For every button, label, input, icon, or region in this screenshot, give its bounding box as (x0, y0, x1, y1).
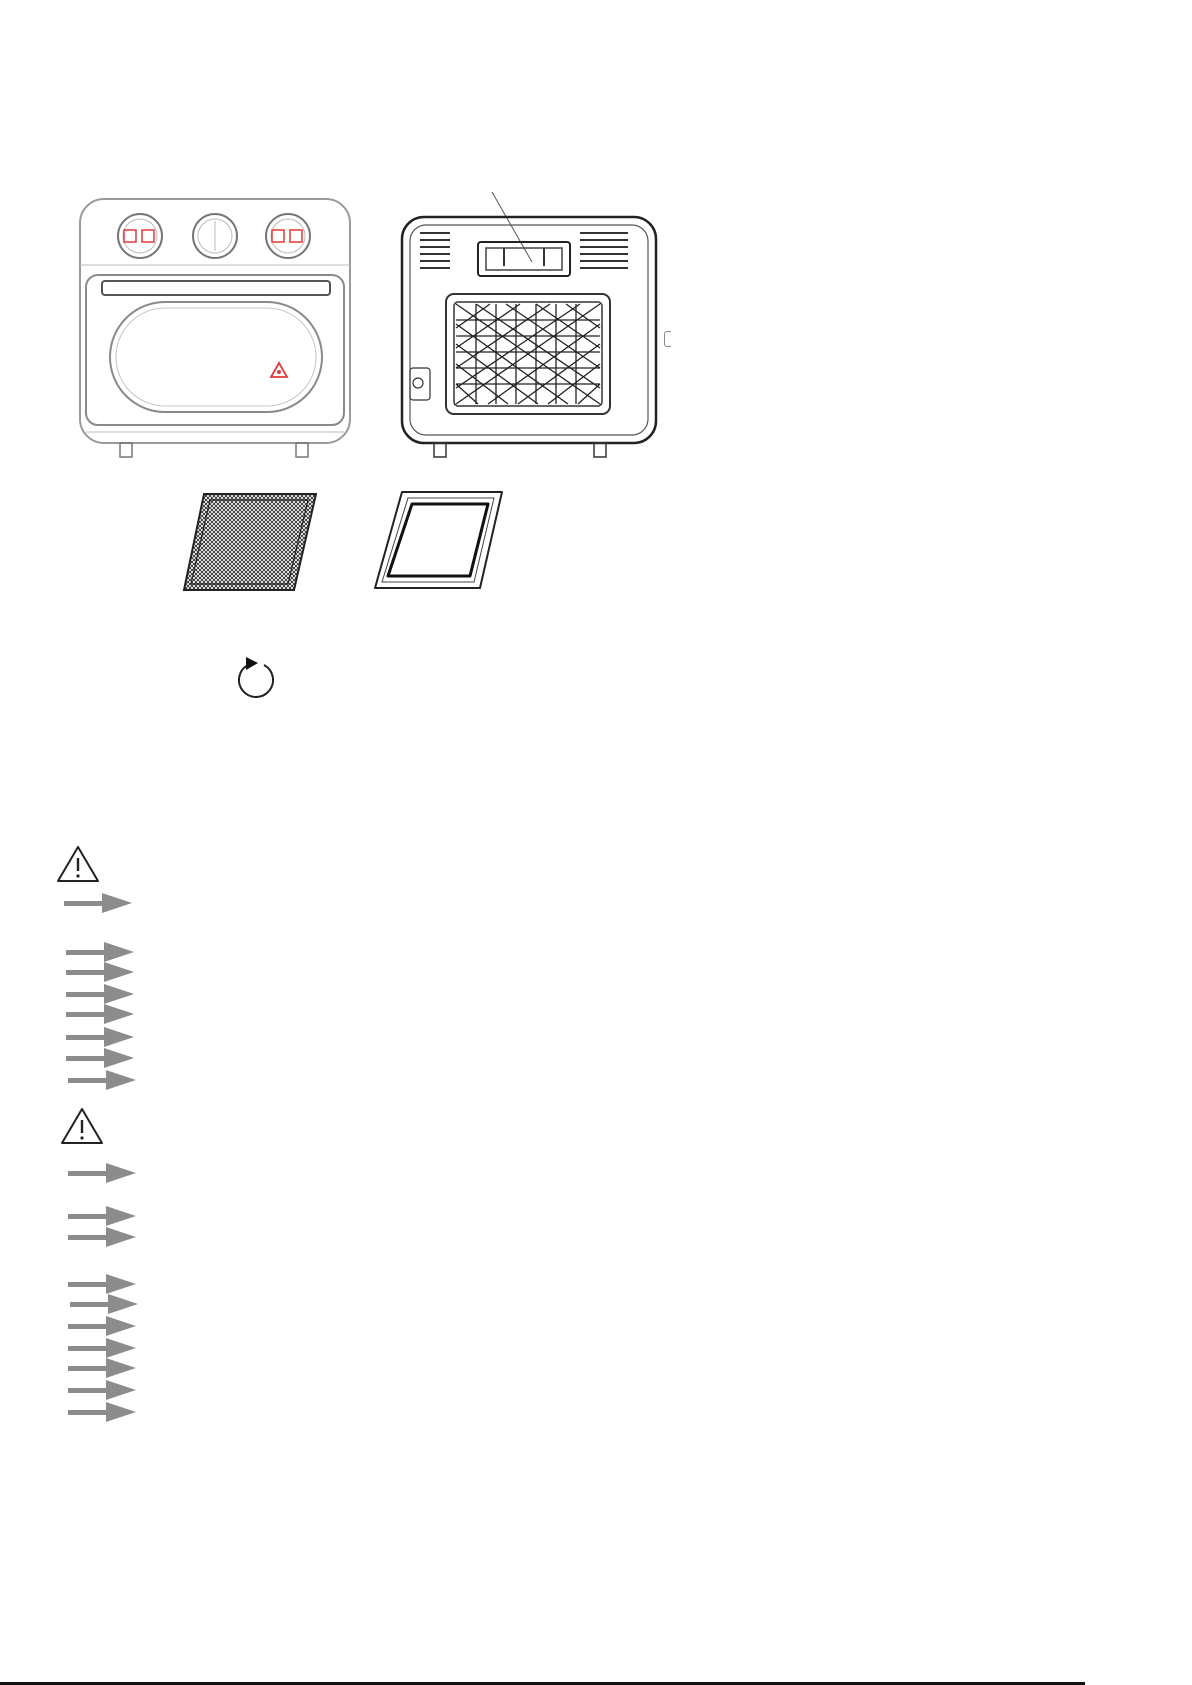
arrow-right-icon (66, 1206, 138, 1226)
door-handle (102, 281, 330, 295)
arrow-right-icon (66, 1163, 138, 1183)
warning-triangle-icon (60, 1107, 104, 1145)
arrow-right-icon (64, 962, 136, 982)
oven-front-illustration (72, 195, 360, 467)
baking-tray-illustration (372, 489, 506, 592)
arrow-right-icon (68, 1294, 140, 1314)
timer-knob[interactable] (266, 214, 310, 258)
power-socket (410, 368, 430, 400)
arrow-right-icon (66, 1227, 138, 1247)
door-window (110, 302, 322, 412)
arrow-right-icon (64, 984, 136, 1004)
vent-left (420, 233, 450, 268)
rear-grille (456, 304, 600, 404)
oven-back-illustration (398, 190, 660, 465)
arrow-right-icon (66, 1316, 138, 1336)
warning-triangle-icon (56, 845, 100, 883)
arrow-right-icon (66, 1338, 138, 1358)
arrow-right-icon (64, 942, 136, 962)
arrow-right-icon (62, 893, 134, 913)
arrow-right-icon (66, 1070, 138, 1090)
arrow-right-icon (66, 1358, 138, 1378)
arrow-right-icon (66, 1274, 138, 1294)
temperature-knob[interactable] (118, 214, 162, 258)
vent-right (580, 233, 628, 268)
function-knob[interactable] (193, 214, 237, 258)
edge-mark (664, 331, 671, 347)
mesh-rack-illustration (180, 490, 320, 594)
arrow-right-icon (64, 1004, 136, 1024)
rotate-clockwise-icon (232, 656, 278, 702)
arrow-right-icon (66, 1380, 138, 1400)
hot-surface-icon (271, 363, 287, 377)
arrow-right-icon (64, 1027, 136, 1047)
arrow-right-icon (64, 1048, 136, 1068)
arrow-right-icon (66, 1402, 138, 1422)
